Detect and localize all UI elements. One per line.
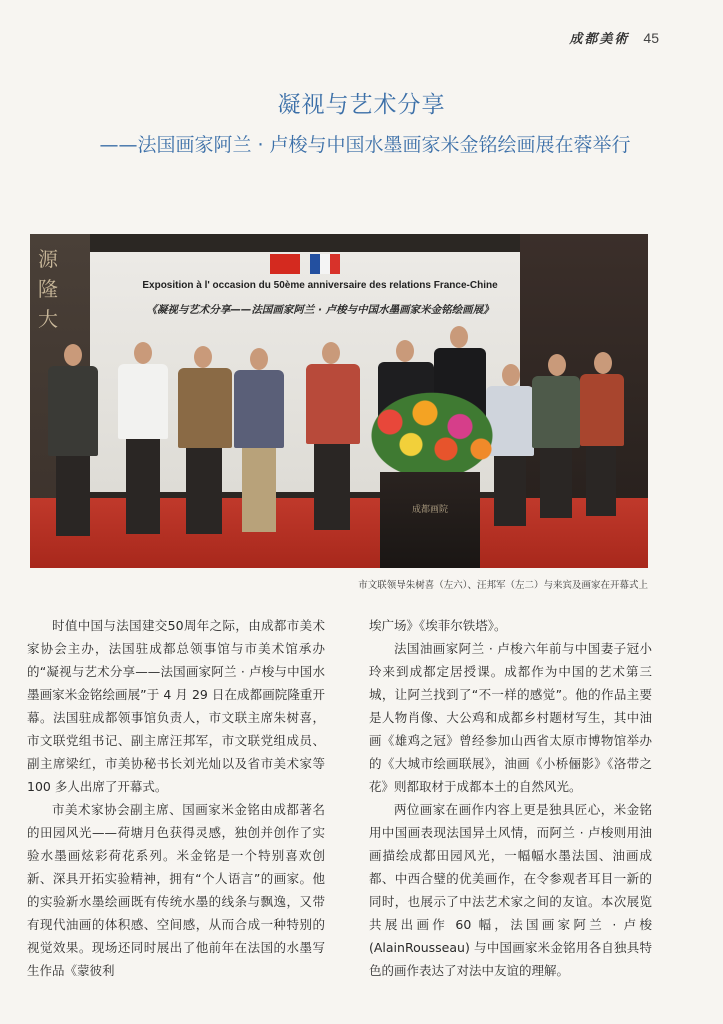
- flower-arrangement: [362, 386, 502, 476]
- france-flag: [310, 254, 340, 274]
- right-column: [369, 614, 652, 982]
- article-subtitle: ——法国画家阿兰 · 卢梭与中国水墨画家米金铭绘画展在蓉举行: [99, 134, 631, 156]
- podium-logo: 成都画院: [411, 505, 448, 515]
- article-title: 凝视与艺术分享: [277, 92, 446, 118]
- page-number: 45: [643, 29, 659, 46]
- photo-caption: 市文联领导朱树喜（左六）、汪邦军（左二）与来宾及画家在开幕式上: [358, 580, 648, 591]
- paragraph: 埃广场》《埃菲尔铁塔》。: [369, 618, 507, 633]
- paragraph: 法国油画家阿兰 · 卢梭六年前与中国妻子冠小玲来到成都定居授课。成都作为中国的艺术第三城，让阿兰找到了“不一样的感觉”。他的作品主要是人物肖像、大公鸡和成都乡村题材写生，其中油画《雄鸡之冠》曾经参加山西省太原市博物馆举办的《大城市绘画联展》，油画《小桥俪影》《洛带之花》则都取材于成都本土的自然风光。: [369, 641, 652, 794]
- page-header: [569, 28, 659, 47]
- left-column: [27, 614, 325, 982]
- event-photo: [30, 234, 648, 568]
- paragraph: 市美术家协会副主席、国画家米金铭由成都著名的田园风光——荷塘月色获得灵感，独创并创作了实验水墨画炫彩荷花系列。米金铭是一个特别喜欢创新、深具开拓实验精神，拥有“个人语言”的画家。他的实验新水墨绘画既有传统水墨的线条与飘逸，又带有现代油画的体积感、空间感，从而合成一种特别的视觉效果。现场还同时展出了他前年在法国的水墨写生作品《蒙彼利: [27, 802, 325, 978]
- banner-french-text: Exposition à l' occasion du 50ème anniversaire des relations France-Chine: [142, 280, 498, 291]
- magazine-name: 成都美術: [569, 32, 630, 47]
- podium: [380, 472, 480, 568]
- banner-chinese-text: 《凝视与艺术分享——法国画家阿兰 · 卢梭与中国水墨画家米金铭绘画展》: [146, 304, 494, 316]
- paragraph: 两位画家在画作内容上更是独具匠心，米金铭用中国画表现法国异土风情，而阿兰 · 卢梭则用油画描绘成都田园风光，一幅幅水墨法国、油画成都、中西合璧的优美画作，在令参观者耳目一新的同时，也展示了中法艺术家之间的友谊。本次展览共展出画作 60 幅，法国画家阿兰 · 卢梭 (AlainRousseau) 与中国画家米金铭用各自独具特色的画作表达了对法中友谊的理解。: [369, 802, 652, 978]
- paragraph: 时值中国与法国建交50周年之际，由成都市美术家协会主办，法国驻成都总领事馆与市美术馆承办的“凝视与艺术分享——法国画家阿兰 · 卢梭与中国水墨画家米金铭绘画展”于 4 月 29 日在成都画院隆重开幕。法国驻成都领事馆负责人，市文联主席朱树喜，市文联党组书记、副主席汪邦军，市文联党组成员、副主席梁红，市美协秘书长刘光灿以及省市美术家等 100 多人出席了开幕式。: [27, 618, 325, 794]
- china-flag: [270, 254, 300, 274]
- wall-calligraphy: 源 隆 大: [38, 247, 58, 331]
